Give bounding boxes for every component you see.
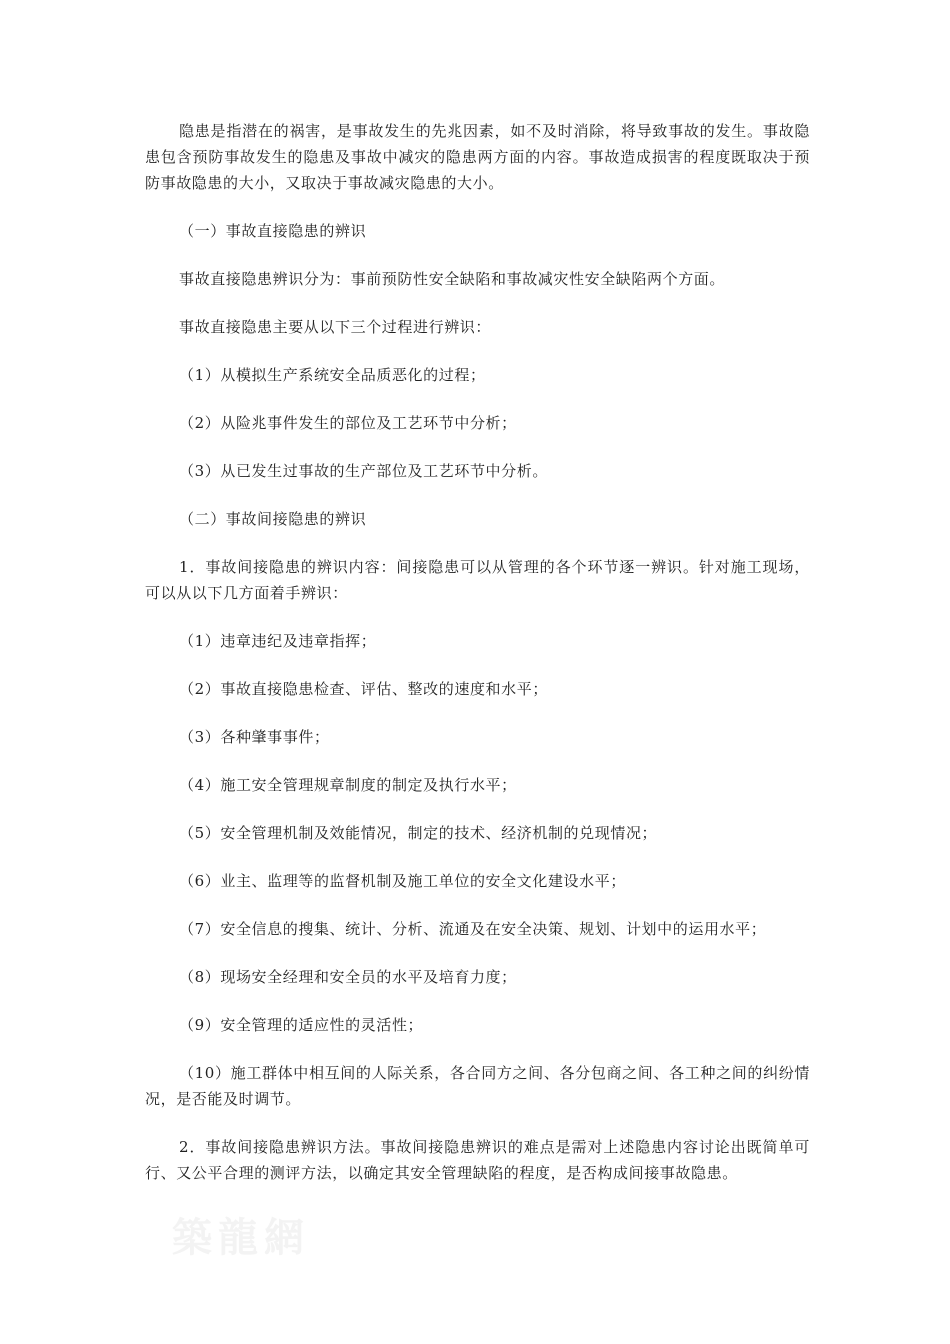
paragraph-direct-classification: 事故直接隐患辨识分为：事前预防性安全缺陷和事故减灾性安全缺陷两个方面。 [179,270,726,288]
list-item-indirect-2: （2）事故直接隐患检查、评估、整改的速度和水平； [179,680,548,698]
list-item-indirect-6: （6）业主、监理等的监督机制及施工单位的安全文化建设水平； [179,872,626,890]
list-item-indirect-1: （1）违章违纪及违章指挥； [179,632,377,650]
list-item-indirect-10: （10）施工群体中相互间的人际关系，各合同方之间、各分包商之间、各工种之间的纠纷情况，是否能及时调节。 [145,1064,810,1108]
list-item-indirect-9: （9）安全管理的适应性的灵活性； [179,1016,424,1034]
document-body [145,118,810,1186]
list-item-indirect-7: （7）安全信息的搜集、统计、分析、流通及在安全决策、规划、计划中的运用水平； [179,920,767,938]
paragraph-indirect-content: 1．事故间接隐患的辨识内容：间接隐患可以从管理的各个环节逐一辨识。针对施工现场，可以从以下几方面着手辨识： [145,558,810,602]
list-item-direct-2: （2）从险兆事件发生的部位及工艺环节中分析； [179,414,517,432]
intro-paragraph: 隐患是指潜在的祸害，是事故发生的先兆因素，如不及时消除，将导致事故的发生。事故隐患包含预防事故发生的隐患及事故中减灾的隐患两方面的内容。事故造成损害的程度既取决于预防事故隐患的大小，又取决于事故减灾隐患的大小。 [145,122,810,192]
watermark-logo: 築龍網 [172,1214,310,1261]
list-item-indirect-4: （4）施工安全管理规章制度的制定及执行水平； [179,776,517,794]
paragraph-direct-process: 事故直接隐患主要从以下三个过程进行辨识： [179,318,492,336]
list-item-indirect-8: （8）现场安全经理和安全员的水平及培育力度； [179,968,517,986]
section-heading-indirect: （二）事故间接隐患的辨识 [179,510,367,528]
list-item-indirect-5: （5）安全管理机制及效能情况，制定的技术、经济机制的兑现情况； [179,824,658,842]
paragraph-indirect-method: 2．事故间接隐患辨识方法。事故间接隐患辨识的难点是需对上述隐患内容讨论出既简单可行、又公平合理的测评方法，以确定其安全管理缺陷的程度，是否构成间接事故隐患。 [145,1138,810,1182]
list-item-direct-3: （3）从已发生过事故的生产部位及工艺环节中分析。 [179,462,548,480]
section-heading-direct: （一）事故直接隐患的辨识 [179,222,367,240]
list-item-direct-1: （1）从模拟生产系统安全品质恶化的过程； [179,366,486,384]
list-item-indirect-3: （3）各种肇事事件； [179,728,330,746]
